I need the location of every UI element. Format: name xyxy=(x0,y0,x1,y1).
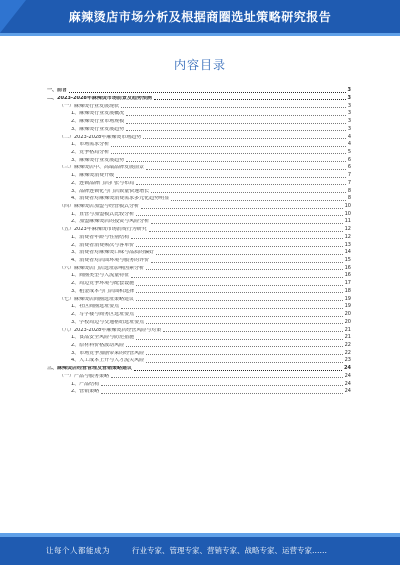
toc-entry-label: （四）麻辣烫店加盟与经营模式分析 xyxy=(59,204,140,209)
toc-leader-dots xyxy=(136,316,342,317)
toc-entry-page: 23 xyxy=(344,357,351,364)
toc-leader-dots xyxy=(136,292,342,293)
toc-entry-page: 8 xyxy=(347,195,351,202)
toc-entry-label: 1、麻辣烫消费升级 xyxy=(71,173,115,179)
toc-entry-label: 二、2023-2028年麻辣烫市场前景及趋势预测 xyxy=(47,95,152,101)
toc-entry[interactable] xyxy=(47,125,351,133)
toc-entry[interactable] xyxy=(47,364,351,372)
toc-entry[interactable] xyxy=(47,225,351,233)
footer-slogan-right: 行业专家、管理专家、营销专家、战略专家、运营专家…… xyxy=(132,546,327,555)
toc-leader-dots xyxy=(171,200,346,201)
toc-entry-label: 3、消费者对麻辣烫口味与品质的偏好 xyxy=(71,250,155,256)
toc-leader-dots xyxy=(146,362,342,363)
toc-entry-label: （二）2023-2028年麻辣烫市场趋势 xyxy=(59,134,142,140)
toc-leader-dots xyxy=(151,223,342,224)
toc-entry-label: （一）产品与服务策略 xyxy=(59,373,110,379)
toc-entry[interactable] xyxy=(47,264,351,272)
toc-entry[interactable] xyxy=(47,202,351,210)
toc-entry-label: 2、消费者消费频次与客单价 xyxy=(71,242,135,248)
toc-entry-label: （三）麻辣烫店中、高端品牌发展前景 xyxy=(59,165,145,171)
toc-entry-page: 17 xyxy=(344,280,351,287)
toc-leader-dots xyxy=(136,300,343,301)
toc-entry[interactable] xyxy=(47,310,351,318)
toc-entry-page: 21 xyxy=(344,326,351,333)
toc-entry-page: 12 xyxy=(344,226,351,233)
toc-entry-label: 4、消费者对麻辣烫消费需求多元化趋势明显 xyxy=(71,196,170,202)
toc-entry[interactable] xyxy=(47,356,351,364)
toc-leader-dots xyxy=(121,308,342,309)
toc-entry[interactable] xyxy=(47,186,351,194)
toc-entry-page: 19 xyxy=(344,295,351,302)
toc-entry-label: 4、人工成本上升与人才流失风险 xyxy=(71,358,145,364)
toc-entry[interactable] xyxy=(47,194,351,202)
toc-entry[interactable] xyxy=(47,294,351,302)
toc-leader-dots xyxy=(69,92,346,93)
toc-entry-page: 20 xyxy=(344,318,351,325)
toc-entry-label: 3、租金成本与门店面积选择 xyxy=(71,288,135,294)
header-stripe xyxy=(0,33,400,36)
toc-entry-page: 14 xyxy=(344,249,351,256)
toc-leader-dots xyxy=(101,385,342,386)
toc-entry[interactable] xyxy=(47,233,351,241)
toc-entry[interactable] xyxy=(47,318,351,326)
toc-heading: 内容目录 xyxy=(173,58,226,72)
toc-entry[interactable] xyxy=(47,341,351,349)
toc-entry-page: 3 xyxy=(347,110,351,117)
toc-leader-dots xyxy=(151,192,346,193)
toc-entry-page: 4 xyxy=(347,133,351,140)
toc-entry-page: 8 xyxy=(347,187,351,194)
table-of-contents xyxy=(47,86,351,395)
toc-entry[interactable] xyxy=(47,379,351,387)
toc-entry-label: （八）2023-2028年麻辣烫店经营风险与对策 xyxy=(59,327,162,333)
toc-entry-label: 1、麻辣烫行业发展概况 xyxy=(71,111,125,117)
toc-leader-dots xyxy=(134,370,342,371)
toc-entry[interactable] xyxy=(47,109,351,117)
toc-entry-page: 22 xyxy=(344,341,351,348)
toc-entry-label: 2、原材料价格波动风险 xyxy=(71,342,125,348)
toc-entry[interactable] xyxy=(47,279,351,287)
toc-entry-page: 24 xyxy=(344,380,351,387)
toc-leader-dots xyxy=(136,285,342,286)
toc-entry-page: 6 xyxy=(347,156,351,163)
toc-entry[interactable] xyxy=(47,163,351,171)
toc-entry[interactable] xyxy=(47,148,351,156)
toc-entry-page: 10 xyxy=(344,203,351,209)
toc-entry[interactable] xyxy=(47,333,351,341)
toc-entry[interactable] xyxy=(47,271,351,279)
toc-leader-dots xyxy=(126,346,342,347)
toc-leader-dots xyxy=(101,393,342,394)
toc-entry[interactable] xyxy=(47,325,351,333)
toc-entry[interactable] xyxy=(47,210,351,218)
toc-leader-dots xyxy=(146,323,342,324)
toc-entry-page: 7 xyxy=(347,179,351,186)
toc-entry-page: 3 xyxy=(347,118,351,125)
toc-leader-dots xyxy=(136,246,342,247)
toc-entry-label: 3、市场竞争加剧带来的经营风险 xyxy=(71,350,145,356)
toc-entry-label: （六）麻辣烫店门店选址影响因素分析 xyxy=(59,265,145,271)
toc-leader-dots xyxy=(146,169,346,170)
toc-leader-dots xyxy=(126,123,346,124)
toc-entry-page: 3 xyxy=(347,94,351,101)
toc-entry[interactable] xyxy=(47,101,351,109)
toc-entry-page: 7 xyxy=(347,172,351,179)
toc-entry-label: 1、食品安全风险与防范措施 xyxy=(71,335,135,341)
toc-leader-dots xyxy=(143,138,346,139)
toc-entry-page: 24 xyxy=(344,365,351,372)
toc-entry-label: （一）麻辣烫行业发展现状 xyxy=(59,103,120,109)
report-title: 麻辣烫店市场分析及根据商圈选址策略研究报告 xyxy=(68,10,332,24)
toc-entry-page: 21 xyxy=(344,334,351,341)
toc-entry-label: 1、直营与加盟模式比较分析 xyxy=(71,211,135,217)
toc-entry[interactable] xyxy=(47,217,351,225)
toc-entry-page: 24 xyxy=(344,372,351,379)
toc-entry-label: 2、写字楼与商务区选址要点 xyxy=(71,312,135,318)
toc-entry[interactable] xyxy=(47,248,351,256)
toc-entry-label: 3、麻辣烫行业发展趋势 xyxy=(71,157,125,163)
toc-leader-dots xyxy=(156,254,342,255)
toc-leader-dots xyxy=(126,115,346,116)
toc-entry-label: 3、品牌连锁化与门店数量快速增长 xyxy=(71,188,150,194)
toc-entry[interactable] xyxy=(47,140,351,148)
toc-entry-label: 1、社区商圈选址要点 xyxy=(71,304,120,310)
toc-entry-page: 12 xyxy=(344,233,351,240)
toc-leader-dots xyxy=(116,177,346,178)
toc-leader-dots xyxy=(131,238,342,239)
toc-leader-dots xyxy=(154,99,346,100)
toc-entry-page: 16 xyxy=(344,272,351,279)
toc-entry[interactable] xyxy=(47,348,351,356)
toc-entry-page: 18 xyxy=(344,287,351,294)
toc-entry-page: 3 xyxy=(347,125,351,132)
toc-entry[interactable] xyxy=(47,302,351,310)
toc-leader-dots xyxy=(146,354,342,355)
toc-entry-label: 1、产品结构 xyxy=(71,381,100,387)
toc-leader-dots xyxy=(136,184,346,185)
toc-entry-page: 24 xyxy=(344,388,351,395)
toc-entry-label: 2、营销策略 xyxy=(71,389,100,395)
footer-slogan-left: 让每个人都能成为 xyxy=(46,546,110,555)
toc-entry-page: 15 xyxy=(344,257,351,264)
toc-entry-label: 1、市场需求分析 xyxy=(71,142,110,148)
toc-entry-label: 2、竞争格局分析 xyxy=(71,149,110,155)
toc-leader-dots xyxy=(151,262,342,263)
toc-entry[interactable] xyxy=(47,256,351,264)
toc-leader-dots xyxy=(121,107,346,108)
toc-leader-dots xyxy=(126,130,346,131)
toc-entry-page: 4 xyxy=(347,141,351,148)
toc-entry[interactable] xyxy=(47,372,351,380)
toc-entry[interactable] xyxy=(47,387,351,395)
toc-entry-page: 20 xyxy=(344,311,351,318)
toc-leader-dots xyxy=(163,331,342,332)
toc-entry-page: 6 xyxy=(347,164,351,171)
toc-entry-label: 4、消费者对店面环境与服务的评价 xyxy=(71,258,150,264)
toc-entry-label: 1、商圈类型与人流量特征 xyxy=(71,273,130,279)
toc-entry-label: 2、周边竞争环境与配套设施 xyxy=(71,281,135,287)
toc-leader-dots xyxy=(136,339,342,340)
toc-leader-dots xyxy=(136,215,342,216)
toc-leader-dots xyxy=(146,269,343,270)
toc-entry-label: （五）2023年麻辣烫市场消费行为研究 xyxy=(59,227,147,233)
toc-entry-label: 一、前言 xyxy=(47,88,68,94)
toc-leader-dots xyxy=(149,231,343,232)
toc-entry[interactable] xyxy=(47,155,351,163)
toc-entry-page: 19 xyxy=(344,303,351,310)
toc-entry[interactable] xyxy=(47,86,351,94)
toc-entry-label: 3、学校周边与交通枢纽选址要点 xyxy=(71,319,145,325)
toc-entry-label: 2、连锁品牌门店扩张与布局 xyxy=(71,180,135,186)
toc-entry-page: 5 xyxy=(347,148,351,155)
toc-entry-label: （七）麻辣烫店商圈选址策略建议 xyxy=(59,296,135,302)
toc-entry-page: 13 xyxy=(344,241,351,248)
toc-leader-dots xyxy=(141,208,343,209)
toc-entry[interactable] xyxy=(47,179,351,187)
toc-entry-page: 16 xyxy=(344,264,351,271)
toc-entry-page: 22 xyxy=(344,349,351,356)
toc-entry[interactable] xyxy=(47,287,351,295)
toc-entry-label: 3、麻辣烫行业发展趋势 xyxy=(71,126,125,132)
toc-entry[interactable] xyxy=(47,240,351,248)
toc-entry-page: 11 xyxy=(344,218,351,225)
toc-entry-label: 三、麻辣烫店经营管理及营销策略建议 xyxy=(47,366,133,372)
toc-entry[interactable] xyxy=(47,132,351,140)
toc-entry-page: 10 xyxy=(344,210,351,217)
toc-entry-label: 2、加盟麻辣烫店的投资与风险分析 xyxy=(71,219,150,225)
toc-entry-label: 2、麻辣烫行业市场规模 xyxy=(71,119,125,125)
toc-entry[interactable] xyxy=(47,94,351,102)
toc-leader-dots xyxy=(131,277,342,278)
toc-leader-dots xyxy=(111,146,346,147)
toc-leader-dots xyxy=(111,377,343,378)
toc-entry[interactable] xyxy=(47,117,351,125)
toc-entry-page: 3 xyxy=(347,87,351,94)
toc-leader-dots xyxy=(126,161,346,162)
toc-entry[interactable] xyxy=(47,171,351,179)
toc-entry-label: 1、消费者年龄与性别结构 xyxy=(71,234,130,240)
toc-leader-dots xyxy=(111,153,346,154)
toc-entry-page: 3 xyxy=(347,102,351,109)
